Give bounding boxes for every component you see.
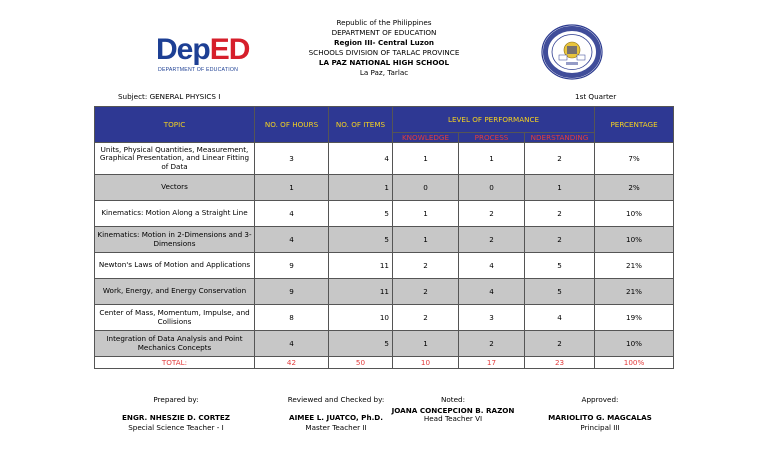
cell-items: 11 <box>329 279 393 305</box>
deped-logo-word <box>156 34 249 66</box>
col-header-items: NO. OF ITEMS <box>329 107 393 143</box>
letterhead-line-5: LA PAZ NATIONAL HIGH SCHOOL <box>318 58 450 67</box>
table-row <box>95 279 674 305</box>
total-row <box>95 357 674 369</box>
cell-knowledge: 2 <box>393 279 459 305</box>
cell-process: 4 <box>459 253 525 279</box>
cell-topic: Work, Energy, and Energy Conservation <box>95 279 255 305</box>
school-seal-icon <box>541 24 603 80</box>
cell-percentage: 21% <box>595 253 674 279</box>
cell-topic: Vectors <box>95 175 255 201</box>
total-percentage: 100% <box>595 357 674 369</box>
cell-items: 4 <box>329 143 393 175</box>
signature-name: MARIOLITO G. MAGCALAS <box>548 413 652 422</box>
signature-name: AIMEE L. JUATCO, Ph.D. <box>289 413 383 422</box>
signature-title: Principal III <box>580 423 620 432</box>
signature-noted-by <box>388 395 518 424</box>
deped-logo-word-a: Dep <box>156 33 210 66</box>
signature-label: Prepared by: <box>153 395 199 404</box>
signature-label: Approved: <box>581 395 619 404</box>
cell-process: 4 <box>459 279 525 305</box>
cell-items: 5 <box>329 227 393 253</box>
cell-hours: 9 <box>255 253 329 279</box>
cell-hours: 4 <box>255 227 329 253</box>
cell-percentage: 2% <box>595 175 674 201</box>
cell-knowledge: 1 <box>393 331 459 357</box>
col-header-process: PROCESS <box>459 133 525 143</box>
table-row <box>95 305 674 331</box>
cell-percentage: 7% <box>595 143 674 175</box>
signature-title: Master Teacher II <box>305 423 367 432</box>
table-row <box>95 331 674 357</box>
cell-hours: 8 <box>255 305 329 331</box>
cell-items: 5 <box>329 331 393 357</box>
col-header-percentage: PERCENTAGE <box>595 107 674 143</box>
cell-knowledge: 2 <box>393 305 459 331</box>
letterhead-line-2: DEPARTMENT OF EDUCATION <box>331 28 437 37</box>
quarter-label: 1st Quarter <box>575 92 617 101</box>
letterhead-line-3: Region III- Central Luzon <box>333 38 435 47</box>
cell-topic: Kinematics: Motion Along a Straight Line <box>95 201 255 227</box>
signature-name: ENGR. NHESZIE D. CORTEZ <box>122 413 230 422</box>
cell-percentage: 10% <box>595 201 674 227</box>
cell-hours: 3 <box>255 143 329 175</box>
cell-topic: Kinematics: Motion in 2-Dimensions and 3-Dimensions <box>95 227 255 253</box>
total-items: 50 <box>329 357 393 369</box>
col-header-understanding: NDERSTANDING <box>525 133 595 143</box>
total-hours: 42 <box>255 357 329 369</box>
cell-hours: 4 <box>255 201 329 227</box>
specification-table <box>94 106 673 369</box>
cell-process: 2 <box>459 227 525 253</box>
col-header-hours: NO. OF HOURS <box>255 107 329 143</box>
cell-knowledge: 1 <box>393 143 459 175</box>
deped-logo-subtitle: DEPARTMENT OF EDUCATION <box>158 67 239 73</box>
table-row <box>95 175 674 201</box>
signature-prepared-by <box>96 395 256 433</box>
cell-items: 1 <box>329 175 393 201</box>
signature-approved-by <box>520 395 680 433</box>
cell-percentage: 19% <box>595 305 674 331</box>
cell-knowledge: 0 <box>393 175 459 201</box>
cell-process: 1 <box>459 143 525 175</box>
cell-process: 2 <box>459 331 525 357</box>
table-row <box>95 253 674 279</box>
table-row <box>95 227 674 253</box>
cell-topic: Center of Mass, Momentum, Impulse, and Collisions <box>95 305 255 331</box>
table-row <box>95 143 674 175</box>
cell-understanding: 5 <box>525 253 595 279</box>
total-understanding: 23 <box>525 357 595 369</box>
cell-hours: 1 <box>255 175 329 201</box>
deped-logo-word-b: ED <box>209 33 250 66</box>
signature-label: Reviewed and Checked by: <box>287 395 385 404</box>
cell-hours: 9 <box>255 279 329 305</box>
cell-knowledge: 1 <box>393 201 459 227</box>
cell-understanding: 2 <box>525 143 595 175</box>
col-header-topic: TOPIC <box>95 107 255 143</box>
cell-items: 11 <box>329 253 393 279</box>
cell-items: 10 <box>329 305 393 331</box>
cell-topic: Newton's Laws of Motion and Applications <box>95 253 255 279</box>
cell-items: 5 <box>329 201 393 227</box>
signature-label: Noted: <box>441 395 465 404</box>
total-knowledge: 10 <box>393 357 459 369</box>
subject-label: Subject: GENERAL PHYSICS I <box>118 92 221 101</box>
letterhead-line-6: La Paz, Tarlac <box>359 68 409 77</box>
cell-understanding: 2 <box>525 227 595 253</box>
cell-understanding: 5 <box>525 279 595 305</box>
cell-percentage: 10% <box>595 331 674 357</box>
signature-title: Special Science Teacher - I <box>128 423 224 432</box>
total-process: 17 <box>459 357 525 369</box>
cell-topic: Units, Physical Quantities, Measurement, Graphical Presentation, and Linear Fitting of Data <box>95 143 255 175</box>
cell-knowledge: 2 <box>393 253 459 279</box>
cell-hours: 4 <box>255 331 329 357</box>
signature-name: JOANA CONCEPCION B. RAZON <box>391 406 515 415</box>
cell-process: 2 <box>459 201 525 227</box>
cell-percentage: 10% <box>595 227 674 253</box>
letterhead <box>264 18 504 78</box>
cell-percentage: 21% <box>595 279 674 305</box>
total-label: TOTAL: <box>95 357 255 369</box>
cell-process: 0 <box>459 175 525 201</box>
col-header-level: LEVEL OF PERFORMANCE <box>393 107 595 133</box>
cell-understanding: 4 <box>525 305 595 331</box>
deped-logo <box>156 34 258 74</box>
signature-title: Head Teacher VI <box>423 414 483 423</box>
letterhead-line-1: Republic of the Philippines <box>336 18 432 27</box>
cell-understanding: 2 <box>525 201 595 227</box>
letterhead-line-4: SCHOOLS DIVISION OF TARLAC PROVINCE <box>308 48 460 57</box>
cell-process: 3 <box>459 305 525 331</box>
table-row <box>95 201 674 227</box>
cell-knowledge: 1 <box>393 227 459 253</box>
col-header-knowledge: KNOWLEDGE <box>393 133 459 143</box>
cell-understanding: 2 <box>525 331 595 357</box>
cell-topic: Integration of Data Analysis and Point Mechanics Concepts <box>95 331 255 357</box>
cell-understanding: 1 <box>525 175 595 201</box>
